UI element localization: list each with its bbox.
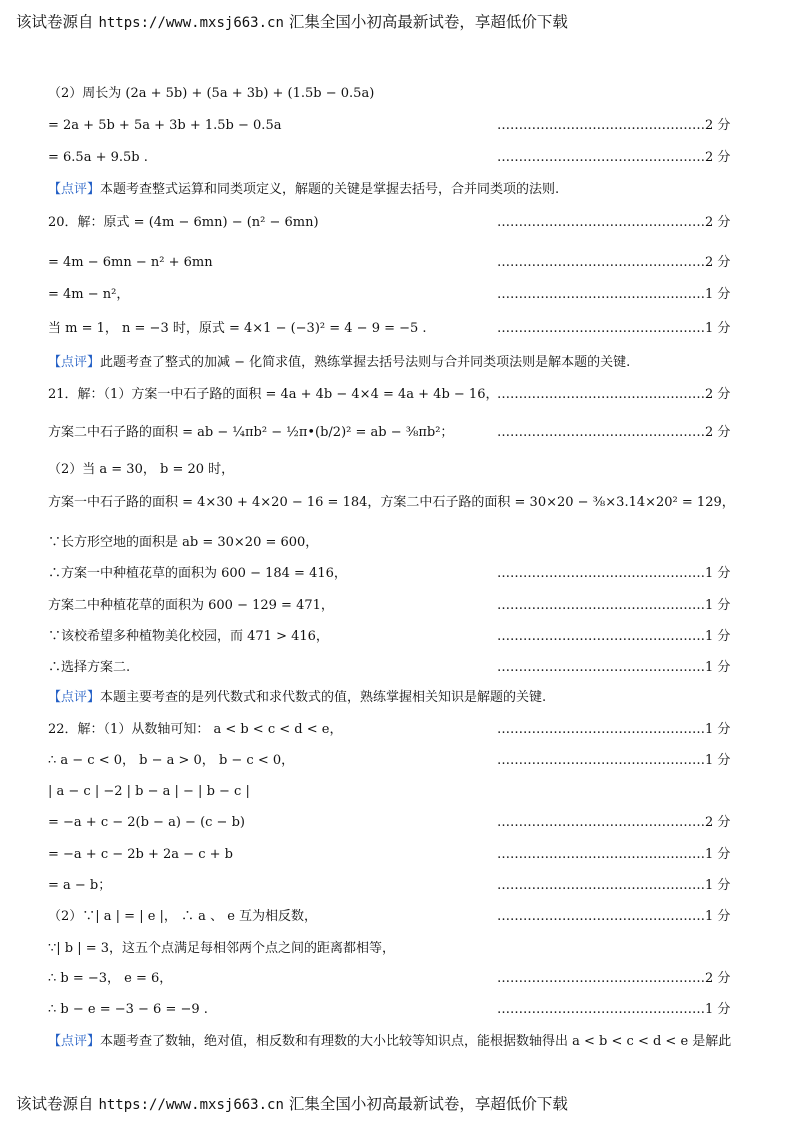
score-marker: …………………………………………2 分 (497, 255, 731, 270)
score-marker: …………………………………………2 分 (497, 425, 731, 440)
solution-line (48, 255, 213, 271)
score-marker: …………………………………………1 分 (497, 629, 731, 644)
solution-line (48, 321, 427, 337)
line-text: = 4m − 6mn − n² + 6mn (48, 255, 213, 270)
score-marker: …………………………………………1 分 (497, 566, 731, 581)
line-text: | a − c | −2 | b − a | − | b − c | (48, 784, 250, 799)
score-marker: …………………………………………1 分 (497, 847, 731, 862)
line-text: 方案一中石子路的面积 = 4×30 + 4×20 − 16 = 184，方案二中石子路的面积 = 30×20 − ⅜×3.14×20² = 129， (48, 495, 735, 510)
score-marker: …………………………………………1 分 (497, 878, 731, 893)
solution-line (48, 722, 342, 738)
score-marker: …………………………………………2 分 (497, 971, 731, 986)
solution-line (48, 566, 347, 582)
page-header (16, 10, 568, 32)
solution-line (48, 287, 129, 303)
line-text: ∵长方形空地的面积是 ab = 30×20 = 600， (48, 535, 319, 550)
solution-line (48, 847, 233, 863)
line-text: ∴ a − c < 0， b − a > 0， b − c < 0， (48, 753, 295, 768)
footer-source-text: 该试卷源自 (16, 1095, 94, 1113)
header-source-text: 该试卷源自 (16, 13, 94, 31)
line-text: 当 m = 1， n = −3 时，原式 = 4×1 − (−3)² = 4 − 9 = −5 . (48, 321, 427, 336)
score-marker: …………………………………………2 分 (497, 387, 731, 402)
header-url-link[interactable]: https://www.mxsj663.cn (98, 15, 284, 31)
score-marker: …………………………………………2 分 (497, 150, 731, 165)
solution-line (48, 535, 318, 551)
footer-slogan: 汇集全国小初高最新试卷，享超低价下载 (288, 1095, 568, 1113)
comment-line (48, 690, 546, 706)
solution-line (48, 941, 395, 957)
solution-line (48, 215, 319, 231)
line-text: 方案二中种植花草的面积为 600 − 129 = 471， (48, 598, 334, 613)
line-text: = 6.5a + 9.5b . (48, 150, 148, 165)
score-marker: …………………………………………2 分 (497, 118, 731, 133)
comment-label: 【点评】 (48, 355, 101, 370)
comment-label: 【点评】 (48, 182, 101, 197)
score-marker: …………………………………………1 分 (497, 753, 731, 768)
line-text: ∴方案一中种植花草的面积为 600 − 184 = 416， (48, 566, 347, 581)
line-text: ∴ b − e = −3 − 6 = −9 . (48, 1002, 208, 1017)
solution-line (48, 878, 111, 894)
score-marker: …………………………………………2 分 (497, 815, 731, 830)
solution-line (48, 150, 148, 166)
score-marker: …………………………………………1 分 (497, 321, 731, 336)
page-footer (16, 1092, 568, 1114)
score-marker: …………………………………………1 分 (497, 660, 731, 675)
comment-line (48, 182, 559, 198)
line-text: 21．解：（1）方案一中石子路的面积 = 4a + 4b − 4×4 = 4a + 4b − 16， (48, 387, 499, 402)
solution-line (48, 118, 281, 134)
line-text: = 4m − n²， (48, 287, 130, 302)
score-marker: …………………………………………1 分 (497, 287, 731, 302)
comment-label: 【点评】 (48, 1034, 101, 1049)
line-text: （2）当 a = 30， b = 20 时， (48, 462, 235, 477)
line-text: ∵| b | = 3，这五个点满足每相邻两个点之间的距离都相等， (48, 941, 396, 956)
solution-line (48, 1002, 208, 1018)
header-slogan: 汇集全国小初高最新试卷，享超低价下载 (288, 13, 568, 31)
footer-url-link[interactable]: https://www.mxsj663.cn (98, 1097, 284, 1113)
score-marker: …………………………………………1 分 (497, 598, 731, 613)
line-text: = a − b； (48, 878, 112, 893)
solution-line (48, 495, 735, 511)
solution-line (48, 387, 498, 403)
line-text: 本题主要考查的是列代数式和求代数式的值，熟练掌握相关知识是解题的关键. (100, 690, 547, 705)
comment-line (48, 355, 630, 371)
line-text: 方案二中石子路的面积 = ab − ¼πb² − ½π•(b/2)² = ab − ⅜πb²； (48, 425, 454, 440)
line-text: （2）周长为 (2a + 5b) + (5a + 3b) + (1.5b − 0.5a) (48, 86, 375, 101)
solution-line (48, 784, 250, 800)
line-text: 20．解：原式 = (4m − 6mn) − (n² − 6mn) (48, 215, 319, 230)
line-text: 本题考查了数轴，绝对值，相反数和有理数的大小比较等知识点，能根据数轴得出 a < b < c < d < e 是解此 (100, 1034, 732, 1049)
comment-label: 【点评】 (48, 690, 101, 705)
solution-line (48, 753, 294, 769)
line-text: 此题考查了整式的加减 − 化简求值，熟练掌握去括号法则与合并同类项法则是解本题的关键. (100, 355, 631, 370)
line-text: = −a + c − 2b + 2a − c + b (48, 847, 233, 862)
solution-line (48, 909, 317, 925)
line-text: 本题考查整式运算和同类项定义，解题的关键是掌握去括号，合并同类项的法则. (100, 182, 560, 197)
solution-line (48, 629, 329, 645)
solution-line (48, 660, 130, 676)
solution-line (48, 815, 245, 831)
line-text: ∵该校希望多种植物美化校园，而 471 > 416， (48, 629, 329, 644)
line-text: ∴选择方案二. (48, 660, 131, 675)
score-marker: …………………………………………2 分 (497, 215, 731, 230)
score-marker: …………………………………………1 分 (497, 722, 731, 737)
line-text: 22．解：（1）从数轴可知： a < b < c < d < e， (48, 722, 343, 737)
line-text: ∴ b = −3， e = 6， (48, 971, 173, 986)
line-text: （2）∵| a | = | e |， ∴ a 、 e 互为相反数， (48, 909, 318, 924)
solution-line (48, 86, 374, 102)
solution-line (48, 971, 172, 987)
solution-line (48, 425, 453, 441)
solution-line (48, 598, 334, 614)
comment-line (48, 1034, 731, 1050)
line-text: = 2a + 5b + 5a + 3b + 1.5b − 0.5a (48, 118, 282, 133)
score-marker: …………………………………………1 分 (497, 1002, 731, 1017)
solution-line (48, 462, 234, 478)
line-text: = −a + c − 2(b − a) − (c − b) (48, 815, 245, 830)
score-marker: …………………………………………1 分 (497, 909, 731, 924)
